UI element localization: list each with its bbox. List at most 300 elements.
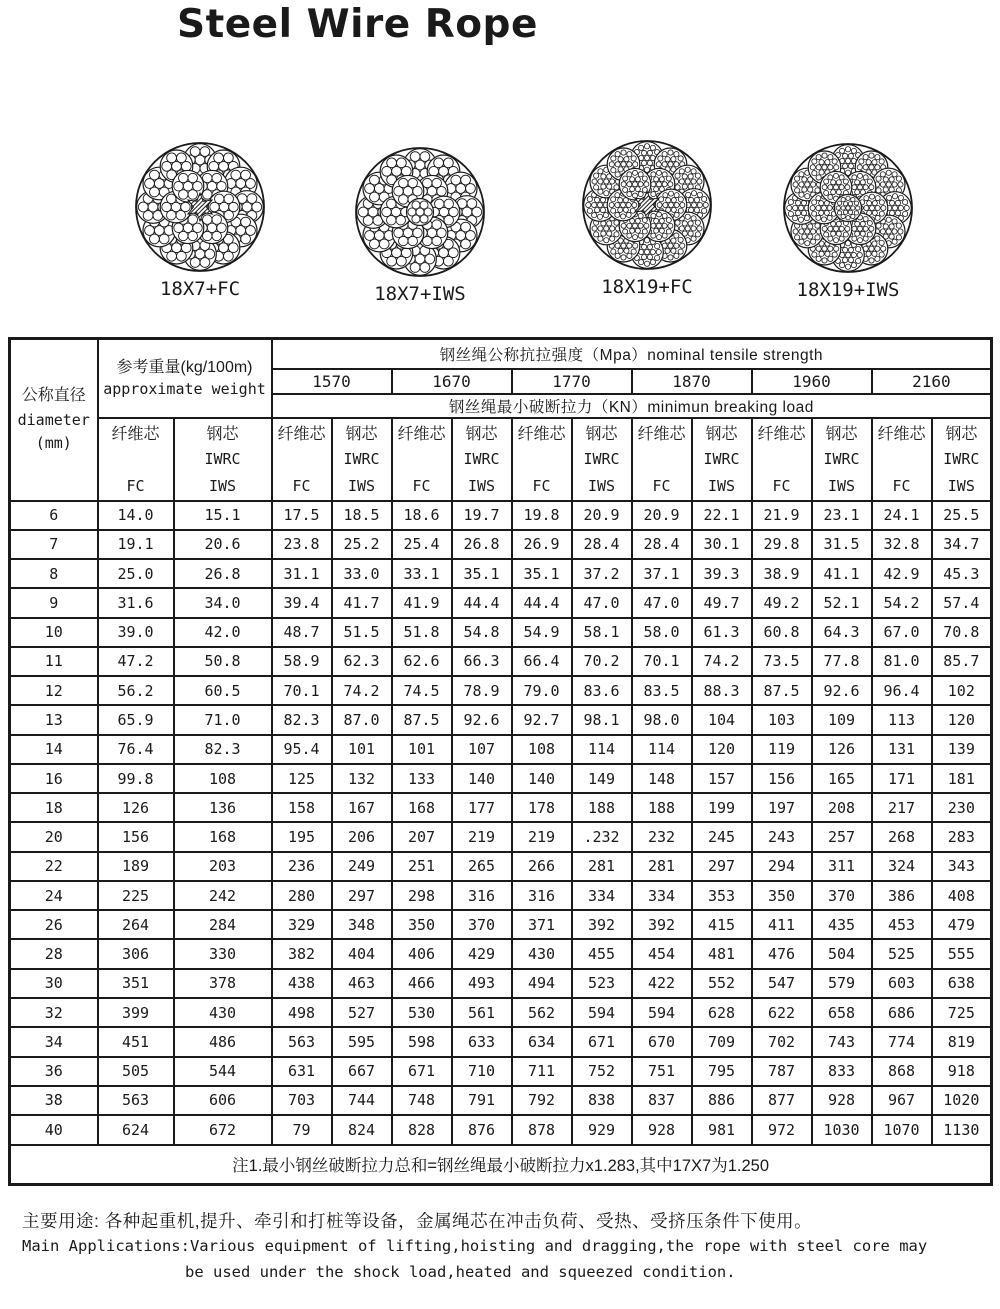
- subheader-steel-core: [692, 418, 752, 501]
- value-cell: 18.6: [392, 501, 452, 530]
- value-cell: 628: [692, 998, 752, 1027]
- subheader-fiber-core: [512, 418, 572, 501]
- table-row: [10, 881, 992, 910]
- value-cell: 268: [872, 822, 932, 851]
- value-cell: 225: [98, 881, 174, 910]
- value-cell: 422: [632, 969, 692, 998]
- value-cell: 624: [98, 1115, 174, 1144]
- diameter-cell: 11: [10, 647, 98, 676]
- value-cell: 981: [692, 1115, 752, 1144]
- value-cell: 686: [872, 998, 932, 1027]
- value-cell: 236: [272, 852, 332, 881]
- value-cell: 171: [872, 764, 932, 793]
- value-cell: 47.0: [572, 588, 632, 617]
- diameter-cell: 20: [10, 822, 98, 851]
- value-cell: 156: [98, 822, 174, 851]
- value-cell: .232: [572, 822, 632, 851]
- strength-value: 1670: [392, 369, 512, 394]
- value-cell: 38.9: [752, 559, 812, 588]
- subheader-line: IWRC: [943, 450, 980, 468]
- subheader-line: FC: [412, 477, 431, 495]
- value-cell: 351: [98, 969, 174, 998]
- value-cell: 744: [332, 1086, 392, 1115]
- value-cell: 23.1: [812, 501, 872, 530]
- value-cell: 392: [572, 910, 632, 939]
- value-cell: 350: [392, 910, 452, 939]
- breaking-load-header: 钢丝绳最小破断拉力（KN）minimun breaking load: [272, 394, 992, 418]
- value-cell: 20.6: [174, 530, 272, 559]
- value-cell: 598: [392, 1027, 452, 1056]
- value-cell: 281: [572, 852, 632, 881]
- subheader-steel-core: [572, 418, 632, 501]
- value-cell: 563: [272, 1027, 332, 1056]
- value-cell: 670: [632, 1027, 692, 1056]
- subheader-line: [873, 446, 931, 473]
- table-row: [10, 1027, 992, 1056]
- page-title: Steel Wire Rope: [177, 2, 538, 47]
- value-cell: 167: [332, 793, 392, 822]
- value-cell: 92.6: [812, 676, 872, 705]
- value-cell: 748: [392, 1086, 452, 1115]
- value-cell: 505: [98, 1057, 174, 1086]
- strength-value: 2160: [872, 369, 992, 394]
- value-cell: 132: [332, 764, 392, 793]
- value-cell: 725: [932, 998, 992, 1027]
- subheader-line: IWRC: [703, 450, 740, 468]
- value-cell: 114: [632, 735, 692, 764]
- value-cell: 26.8: [174, 559, 272, 588]
- value-cell: 22.1: [692, 501, 752, 530]
- value-cell: 562: [512, 998, 572, 1027]
- value-cell: 481: [692, 939, 752, 968]
- value-cell: 41.9: [392, 588, 452, 617]
- value-cell: 102: [932, 676, 992, 705]
- value-cell: 58.1: [572, 618, 632, 647]
- value-cell: 103: [752, 705, 812, 734]
- value-cell: 284: [174, 910, 272, 939]
- value-cell: 504: [812, 939, 872, 968]
- strength-value: 1870: [632, 369, 752, 394]
- value-cell: 476: [752, 939, 812, 968]
- value-cell: 702: [752, 1027, 812, 1056]
- subheader-line: [633, 446, 691, 473]
- value-cell: 219: [452, 822, 512, 851]
- value-cell: 404: [332, 939, 392, 968]
- value-cell: 165: [812, 764, 872, 793]
- value-cell: 107: [452, 735, 512, 764]
- value-cell: 751: [632, 1057, 692, 1086]
- value-cell: 525: [872, 939, 932, 968]
- subheader-line: FC: [292, 477, 311, 495]
- table-row: [10, 676, 992, 705]
- diameter-cell: 18: [10, 793, 98, 822]
- value-cell: 92.6: [452, 705, 512, 734]
- value-cell: 177: [452, 793, 512, 822]
- value-cell: 672: [174, 1115, 272, 1144]
- table-row: [10, 939, 992, 968]
- subheader-line: IWRC: [823, 450, 860, 468]
- rope-diagram-label: 18X7+FC: [159, 278, 241, 300]
- value-cell: 139: [932, 735, 992, 764]
- value-cell: 70.8: [932, 618, 992, 647]
- table-row: [10, 618, 992, 647]
- subheader-steel-core: [174, 418, 272, 501]
- value-cell: 245: [692, 822, 752, 851]
- value-cell: 638: [932, 969, 992, 998]
- value-cell: 39.4: [272, 588, 332, 617]
- value-cell: 353: [692, 881, 752, 910]
- value-cell: 466: [392, 969, 452, 998]
- value-cell: 49.2: [752, 588, 812, 617]
- value-cell: 264: [98, 910, 174, 939]
- subheader-steel-core: [932, 418, 992, 501]
- value-cell: 370: [812, 881, 872, 910]
- value-cell: 73.5: [752, 647, 812, 676]
- subheader-steel-core: [812, 418, 872, 501]
- subheader-line: 钢芯: [585, 425, 618, 443]
- value-cell: 37.2: [572, 559, 632, 588]
- weight-header-en: approximate weight: [103, 379, 266, 398]
- value-cell: 479: [932, 910, 992, 939]
- value-cell: 435: [812, 910, 872, 939]
- value-cell: 774: [872, 1027, 932, 1056]
- value-cell: 382: [272, 939, 332, 968]
- subheader-line: IWRC: [343, 450, 380, 468]
- value-cell: 37.1: [632, 559, 692, 588]
- value-cell: 334: [632, 881, 692, 910]
- value-cell: 149: [572, 764, 632, 793]
- value-cell: 34.0: [174, 588, 272, 617]
- strength-value: 1570: [272, 369, 392, 394]
- value-cell: 25.2: [332, 530, 392, 559]
- value-cell: 48.7: [272, 618, 332, 647]
- value-cell: 530: [392, 998, 452, 1027]
- table-row: [10, 1115, 992, 1144]
- value-cell: 96.4: [872, 676, 932, 705]
- value-cell: 594: [572, 998, 632, 1027]
- value-cell: 57.4: [932, 588, 992, 617]
- subheader-line: [513, 446, 571, 473]
- value-cell: 26.8: [452, 530, 512, 559]
- strength-value: 1770: [512, 369, 632, 394]
- value-cell: 104: [692, 705, 752, 734]
- diameter-cell: 14: [10, 735, 98, 764]
- value-cell: 386: [872, 881, 932, 910]
- value-cell: 408: [932, 881, 992, 910]
- value-cell: 78.9: [452, 676, 512, 705]
- value-cell: 824: [332, 1115, 392, 1144]
- value-cell: 50.8: [174, 647, 272, 676]
- diameter-cell: 36: [10, 1057, 98, 1086]
- value-cell: 74.2: [692, 647, 752, 676]
- value-cell: 25.0: [98, 559, 174, 588]
- subheader-fiber-core: [98, 418, 174, 501]
- value-cell: 125: [272, 764, 332, 793]
- value-cell: 406: [392, 939, 452, 968]
- value-cell: 523: [572, 969, 632, 998]
- value-cell: 928: [812, 1086, 872, 1115]
- value-cell: 39.3: [692, 559, 752, 588]
- value-cell: 18.5: [332, 501, 392, 530]
- applications-text-zh: 主要用途: 各种起重机,提升、牵引和打桩等设备，金属绳芯在冲击负荷、受热、受挤压条件下使用。: [22, 1211, 813, 1231]
- value-cell: 85.7: [932, 647, 992, 676]
- value-cell: 498: [272, 998, 332, 1027]
- value-cell: 114: [572, 735, 632, 764]
- value-cell: 324: [872, 852, 932, 881]
- subheader-fiber-core: [392, 418, 452, 501]
- value-cell: 20.9: [572, 501, 632, 530]
- table-row: [10, 735, 992, 764]
- value-cell: 833: [812, 1057, 872, 1086]
- subheader-line: [273, 446, 331, 473]
- value-cell: 918: [932, 1057, 992, 1086]
- diameter-header-unit: (mm): [35, 434, 72, 453]
- table-row: [10, 1086, 992, 1115]
- subheader-line: 钢芯: [945, 425, 978, 443]
- value-cell: 886: [692, 1086, 752, 1115]
- value-cell: 77.8: [812, 647, 872, 676]
- value-cell: 561: [452, 998, 512, 1027]
- value-cell: 634: [512, 1027, 572, 1056]
- value-cell: 206: [332, 822, 392, 851]
- value-cell: 967: [872, 1086, 932, 1115]
- value-cell: 51.5: [332, 618, 392, 647]
- value-cell: 168: [174, 822, 272, 851]
- value-cell: 453: [872, 910, 932, 939]
- value-cell: 232: [632, 822, 692, 851]
- subheader-fiber-core: [872, 418, 932, 501]
- subheader-line: 钢芯: [825, 425, 858, 443]
- value-cell: 281: [632, 852, 692, 881]
- value-cell: 350: [752, 881, 812, 910]
- value-cell: 710: [452, 1057, 512, 1086]
- value-cell: 265: [452, 852, 512, 881]
- subheader-line: IWS: [947, 477, 975, 495]
- subheader-fiber-core: [632, 418, 692, 501]
- value-cell: 371: [512, 910, 572, 939]
- value-cell: 31.5: [812, 530, 872, 559]
- value-cell: 54.2: [872, 588, 932, 617]
- value-cell: 35.1: [452, 559, 512, 588]
- table-row: [10, 852, 992, 881]
- value-cell: 527: [332, 998, 392, 1027]
- value-cell: 29.8: [752, 530, 812, 559]
- subheader-fiber-core: [752, 418, 812, 501]
- value-cell: 709: [692, 1027, 752, 1056]
- table-row: [10, 559, 992, 588]
- subheader-line: [753, 446, 811, 473]
- value-cell: 83.5: [632, 676, 692, 705]
- value-cell: 20.9: [632, 501, 692, 530]
- value-cell: 217: [872, 793, 932, 822]
- value-cell: 156: [752, 764, 812, 793]
- value-cell: 79: [272, 1115, 332, 1144]
- diameter-header-zh: 公称直径: [21, 387, 86, 405]
- subheader-line: FC: [652, 477, 671, 495]
- value-cell: 544: [174, 1057, 272, 1086]
- value-cell: 399: [98, 998, 174, 1027]
- value-cell: 411: [752, 910, 812, 939]
- value-cell: 1030: [812, 1115, 872, 1144]
- value-cell: 24.1: [872, 501, 932, 530]
- value-cell: 34.7: [932, 530, 992, 559]
- value-cell: 44.4: [512, 588, 572, 617]
- value-cell: 66.3: [452, 647, 512, 676]
- value-cell: 62.3: [332, 647, 392, 676]
- rope-cross-section-18x19-fc: [581, 139, 713, 298]
- diameter-cell: 34: [10, 1027, 98, 1056]
- table-row: [10, 998, 992, 1027]
- subheader-line: 纤维芯: [397, 425, 446, 443]
- value-cell: 667: [332, 1057, 392, 1086]
- value-cell: 392: [632, 910, 692, 939]
- subheader-line: 纤维芯: [111, 425, 160, 443]
- subheader-line: FC: [532, 477, 551, 495]
- value-cell: 208: [812, 793, 872, 822]
- table-row: [10, 588, 992, 617]
- diameter-cell: 12: [10, 676, 98, 705]
- value-cell: 743: [812, 1027, 872, 1056]
- subheader-line: IWRC: [583, 450, 620, 468]
- value-cell: 343: [932, 852, 992, 881]
- subheader-line: FC: [772, 477, 791, 495]
- value-cell: 563: [98, 1086, 174, 1115]
- value-cell: 838: [572, 1086, 632, 1115]
- value-cell: 88.3: [692, 676, 752, 705]
- value-cell: 82.3: [272, 705, 332, 734]
- value-cell: 455: [572, 939, 632, 968]
- value-cell: 74.5: [392, 676, 452, 705]
- value-cell: 243: [752, 822, 812, 851]
- value-cell: 188: [632, 793, 692, 822]
- diameter-cell: 22: [10, 852, 98, 881]
- value-cell: 283: [932, 822, 992, 851]
- value-cell: 28.4: [572, 530, 632, 559]
- diameter-cell: 26: [10, 910, 98, 939]
- value-cell: 249: [332, 852, 392, 881]
- value-cell: 17.5: [272, 501, 332, 530]
- diameter-cell: 40: [10, 1115, 98, 1144]
- value-cell: 280: [272, 881, 332, 910]
- subheader-steel-core: [332, 418, 392, 501]
- applications-text-en-line2: be used under the shock load,heated and squeezed condition.: [185, 1263, 736, 1281]
- diameter-cell: 7: [10, 530, 98, 559]
- value-cell: 81.0: [872, 647, 932, 676]
- value-cell: 493: [452, 969, 512, 998]
- value-cell: 98.0: [632, 705, 692, 734]
- subheader-fiber-core: [272, 418, 332, 501]
- value-cell: 257: [812, 822, 872, 851]
- diameter-cell: 28: [10, 939, 98, 968]
- value-cell: 795: [692, 1057, 752, 1086]
- value-cell: 579: [812, 969, 872, 998]
- value-cell: 311: [812, 852, 872, 881]
- value-cell: 42.0: [174, 618, 272, 647]
- value-cell: 306: [98, 939, 174, 968]
- value-cell: 83.6: [572, 676, 632, 705]
- value-cell: 33.0: [332, 559, 392, 588]
- value-cell: 230: [932, 793, 992, 822]
- value-cell: 334: [572, 881, 632, 910]
- value-cell: 71.0: [174, 705, 272, 734]
- subheader-steel-core: [452, 418, 512, 501]
- value-cell: 33.1: [392, 559, 452, 588]
- value-cell: 370: [452, 910, 512, 939]
- value-cell: 60.5: [174, 676, 272, 705]
- subheader-line: 纤维芯: [277, 425, 326, 443]
- value-cell: 658: [812, 998, 872, 1027]
- value-cell: 101: [392, 735, 452, 764]
- table-row: [10, 705, 992, 734]
- table-row: [10, 969, 992, 998]
- value-cell: 451: [98, 1027, 174, 1056]
- subheader-line: IWS: [208, 477, 237, 495]
- rope-diagram-image: [354, 146, 486, 278]
- value-cell: 671: [392, 1057, 452, 1086]
- value-cell: 32.8: [872, 530, 932, 559]
- value-cell: 430: [174, 998, 272, 1027]
- tensile-strength-header: 钢丝绳公称抗拉强度（Mpa）nominal tensile strength: [272, 339, 992, 369]
- subheader-line: IWRC: [204, 450, 241, 468]
- table-row: [10, 822, 992, 851]
- value-cell: 70.1: [632, 647, 692, 676]
- subheader-line: IWS: [587, 477, 616, 495]
- value-cell: 348: [332, 910, 392, 939]
- value-cell: 547: [752, 969, 812, 998]
- value-cell: 178: [512, 793, 572, 822]
- diameter-cell: 8: [10, 559, 98, 588]
- value-cell: 486: [174, 1027, 272, 1056]
- rope-diagram-label: 18X7+IWS: [374, 283, 466, 305]
- value-cell: 87.0: [332, 705, 392, 734]
- value-cell: 61.3: [692, 618, 752, 647]
- diameter-cell: 24: [10, 881, 98, 910]
- value-cell: 792: [512, 1086, 572, 1115]
- value-cell: 70.2: [572, 647, 632, 676]
- value-cell: 30.1: [692, 530, 752, 559]
- value-cell: 188: [572, 793, 632, 822]
- value-cell: 19.1: [98, 530, 174, 559]
- value-cell: 207: [392, 822, 452, 851]
- value-cell: 787: [752, 1057, 812, 1086]
- value-cell: 21.9: [752, 501, 812, 530]
- value-cell: 15.1: [174, 501, 272, 530]
- value-cell: 23.8: [272, 530, 332, 559]
- value-cell: 631: [272, 1057, 332, 1086]
- diameter-cell: 30: [10, 969, 98, 998]
- value-cell: 148: [632, 764, 692, 793]
- value-cell: 928: [632, 1115, 692, 1144]
- value-cell: 19.8: [512, 501, 572, 530]
- value-cell: 41.7: [332, 588, 392, 617]
- table-row: [10, 1057, 992, 1086]
- rope-diagram-image: [581, 139, 713, 271]
- value-cell: 711: [512, 1057, 572, 1086]
- value-cell: 438: [272, 969, 332, 998]
- value-cell: 26.9: [512, 530, 572, 559]
- value-cell: 463: [332, 969, 392, 998]
- value-cell: 42.9: [872, 559, 932, 588]
- value-cell: 219: [512, 822, 572, 851]
- value-cell: 19.7: [452, 501, 512, 530]
- value-cell: 595: [332, 1027, 392, 1056]
- subheader-line: IWS: [467, 477, 496, 495]
- value-cell: 430: [512, 939, 572, 968]
- value-cell: 31.6: [98, 588, 174, 617]
- value-cell: 136: [174, 793, 272, 822]
- value-cell: 189: [98, 852, 174, 881]
- value-cell: 819: [932, 1027, 992, 1056]
